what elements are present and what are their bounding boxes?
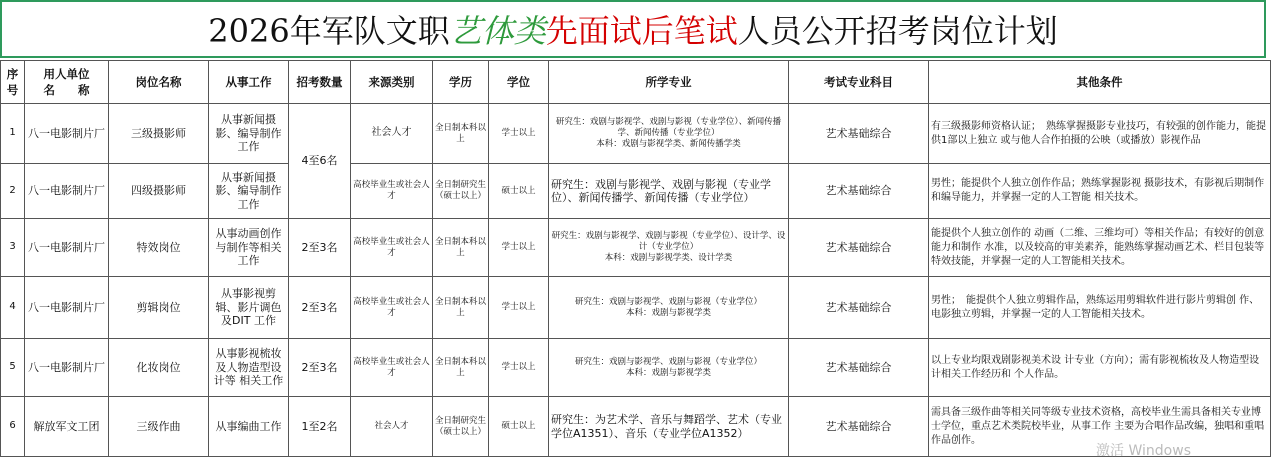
cell-no: 6 (1, 397, 25, 457)
title-part3: 先面试后笔试 (545, 12, 738, 50)
watermark: 激活 Windows (1096, 443, 1191, 459)
cell-unit: 八一电影制片厂 (25, 164, 109, 219)
cell-subject: 艺术基础综合 (789, 104, 929, 164)
header-cond: 其他条件 (929, 61, 1271, 104)
table-row (1, 339, 1271, 397)
cell-edu: 全日制本科以上 (433, 277, 489, 339)
cell-unit: 解放军文工团 (25, 397, 109, 457)
cell-work: 从事新闻摄影、编导制作工作 (209, 104, 289, 164)
header-subject: 考试专业科目 (789, 61, 929, 104)
cell-subject: 艺术基础综合 (789, 219, 929, 277)
cell-post: 四级摄影师 (109, 164, 209, 219)
cell-unit: 八一电影制片厂 (25, 339, 109, 397)
positions-table (0, 60, 1271, 457)
cell-edu: 全日制本科以上 (433, 339, 489, 397)
table-row (1, 397, 1271, 457)
cell-no: 4 (1, 277, 25, 339)
header-row (1, 61, 1271, 104)
cell-edu: 全日制研究生（硕士以上） (433, 164, 489, 219)
table-row (1, 277, 1271, 339)
cell-degree: 学士以上 (489, 277, 549, 339)
cell-no: 3 (1, 219, 25, 277)
cell-edu: 全日制本科以上 (433, 219, 489, 277)
cell-cond: 有三级摄影师资格认证； 熟练掌握摄影专业技巧，有较强的创作能力，能提供1部以上独立 或与他人合作拍摄的公映（或播放）影视作品 (929, 104, 1271, 164)
cell-post: 化妆岗位 (109, 339, 209, 397)
cell-post: 剪辑岗位 (109, 277, 209, 339)
cell-cond: 能提供个人独立创作的 动画（二维、三维均可）等相关作品；有较好的创意能力和制作 水准，以及较高的审美素养，能熟练掌握动画艺术、栏目包装等特效技能，并掌握一定的人工智能相关技术。 (929, 219, 1271, 277)
cell-major: 研究生：戏剧与影视学、戏剧与影视（专业学位）、新闻传播学、新闻传播（专业学位） (549, 164, 789, 219)
cell-cond: 以上专业均限戏剧影视美术设 计专业（方向）；需有影视梳妆及人物造型设计相关工作经历和 个人作品。 (929, 339, 1271, 397)
cell-post: 三级作曲 (109, 397, 209, 457)
cell-edu: 全日制研究生（硕士以上） (433, 397, 489, 457)
cell-unit: 八一电影制片厂 (25, 104, 109, 164)
cell-source: 社会人才 (351, 104, 433, 164)
cell-post: 三级摄影师 (109, 104, 209, 164)
cell-no: 1 (1, 104, 25, 164)
cell-count: 2至3名 (289, 219, 351, 277)
title-part1: 2026年军队文职 (208, 12, 450, 50)
cell-count: 4至6名 (289, 104, 351, 219)
cell-work: 从事影视梳妆及人物造型设计等 相关工作 (209, 339, 289, 397)
cell-count: 2至3名 (289, 339, 351, 397)
table-row (1, 164, 1271, 219)
cell-degree: 硕士以上 (489, 164, 549, 219)
cell-degree: 硕士以上 (489, 397, 549, 457)
cell-degree: 学士以上 (489, 219, 549, 277)
header-source: 来源类别 (351, 61, 433, 104)
header-edu: 学历 (433, 61, 489, 104)
cell-subject: 艺术基础综合 (789, 397, 929, 457)
cell-count: 2至3名 (289, 277, 351, 339)
table-row (1, 219, 1271, 277)
cell-post: 特效岗位 (109, 219, 209, 277)
cell-unit: 八一电影制片厂 (25, 277, 109, 339)
cell-count: 1至2名 (289, 397, 351, 457)
cell-major: 研究生：戏剧与影视学、戏剧与影视（专业学位） 本科：戏剧与影视学类 (549, 277, 789, 339)
cell-major: 研究生：戏剧与影视学、戏剧与影视（专业学位） 本科：戏剧与影视学类 (549, 339, 789, 397)
cell-major: 研究生：戏剧与影视学、戏剧与影视（专业学位）、新闻传播学、新闻传播（专业学位） 本科：戏剧与影视学类、新闻传播学类 (549, 104, 789, 164)
cell-degree: 学士以上 (489, 104, 549, 164)
cell-work: 从事编曲工作 (209, 397, 289, 457)
cell-major: 研究生：为艺术学、音乐与舞蹈学、艺术（专业学位A1351）、音乐（专业学位A1352） (549, 397, 789, 457)
cell-subject: 艺术基础综合 (789, 277, 929, 339)
header-work: 从事工作 (209, 61, 289, 104)
cell-work: 从事动画创作与制作等相关工作 (209, 219, 289, 277)
header-count: 招考数量 (289, 61, 351, 104)
cell-no: 2 (1, 164, 25, 219)
cell-source: 社会人才 (351, 397, 433, 457)
cell-cond: 需具备三级作曲等相关同等级专业技术资格，高校毕业生需具备相关专业博士学位，重点艺术类院校毕业，从事工作 主要为合唱作品改编，独唱和重唱作品创作。 (929, 397, 1271, 457)
cell-subject: 艺术基础综合 (789, 339, 929, 397)
cell-edu: 全日制本科以上 (433, 104, 489, 164)
header-no: 序 号 (1, 61, 25, 104)
cell-cond: 男性； 能提供个人独立剪辑作品，熟练运用剪辑软件进行影片剪辑创 作、电影独立剪辑，并掌握一定的人工智能相关技术。 (929, 277, 1271, 339)
cell-unit: 八一电影制片厂 (25, 219, 109, 277)
title-part2: 艺体类 (449, 12, 546, 50)
cell-source: 高校毕业生或社会人才 (351, 277, 433, 339)
cell-source: 高校毕业生或社会人才 (351, 219, 433, 277)
cell-source: 高校毕业生或社会人才 (351, 339, 433, 397)
title-bar (0, 0, 1266, 58)
header-post: 岗位名称 (109, 61, 209, 104)
cell-degree: 学士以上 (489, 339, 549, 397)
cell-major: 研究生：戏剧与影视学、戏剧与影视（专业学位）、设计学、设计（专业学位） 本科：戏剧与影视学类、设计学类 (549, 219, 789, 277)
title-part4: 人员公开招考岗位计划 (737, 12, 1058, 50)
cell-work: 从事影视剪辑、影片调色及DIT 工作 (209, 277, 289, 339)
cell-source: 高校毕业生或社会人才 (351, 164, 433, 219)
cell-subject: 艺术基础综合 (789, 164, 929, 219)
header-degree: 学位 (489, 61, 549, 104)
cell-cond: 男性；能提供个人独立创作作品；熟练掌握影视 摄影技术，有影视后期制作和编导能力，并掌握一定的人工智能 相关技术。 (929, 164, 1271, 219)
table-row (1, 104, 1271, 164)
cell-work: 从事新闻摄影、编导制作工作 (209, 164, 289, 219)
header-unit: 用人单位 名 称 (25, 61, 109, 104)
header-major: 所学专业 (549, 61, 789, 104)
cell-no: 5 (1, 339, 25, 397)
page-title (2, 12, 1264, 50)
